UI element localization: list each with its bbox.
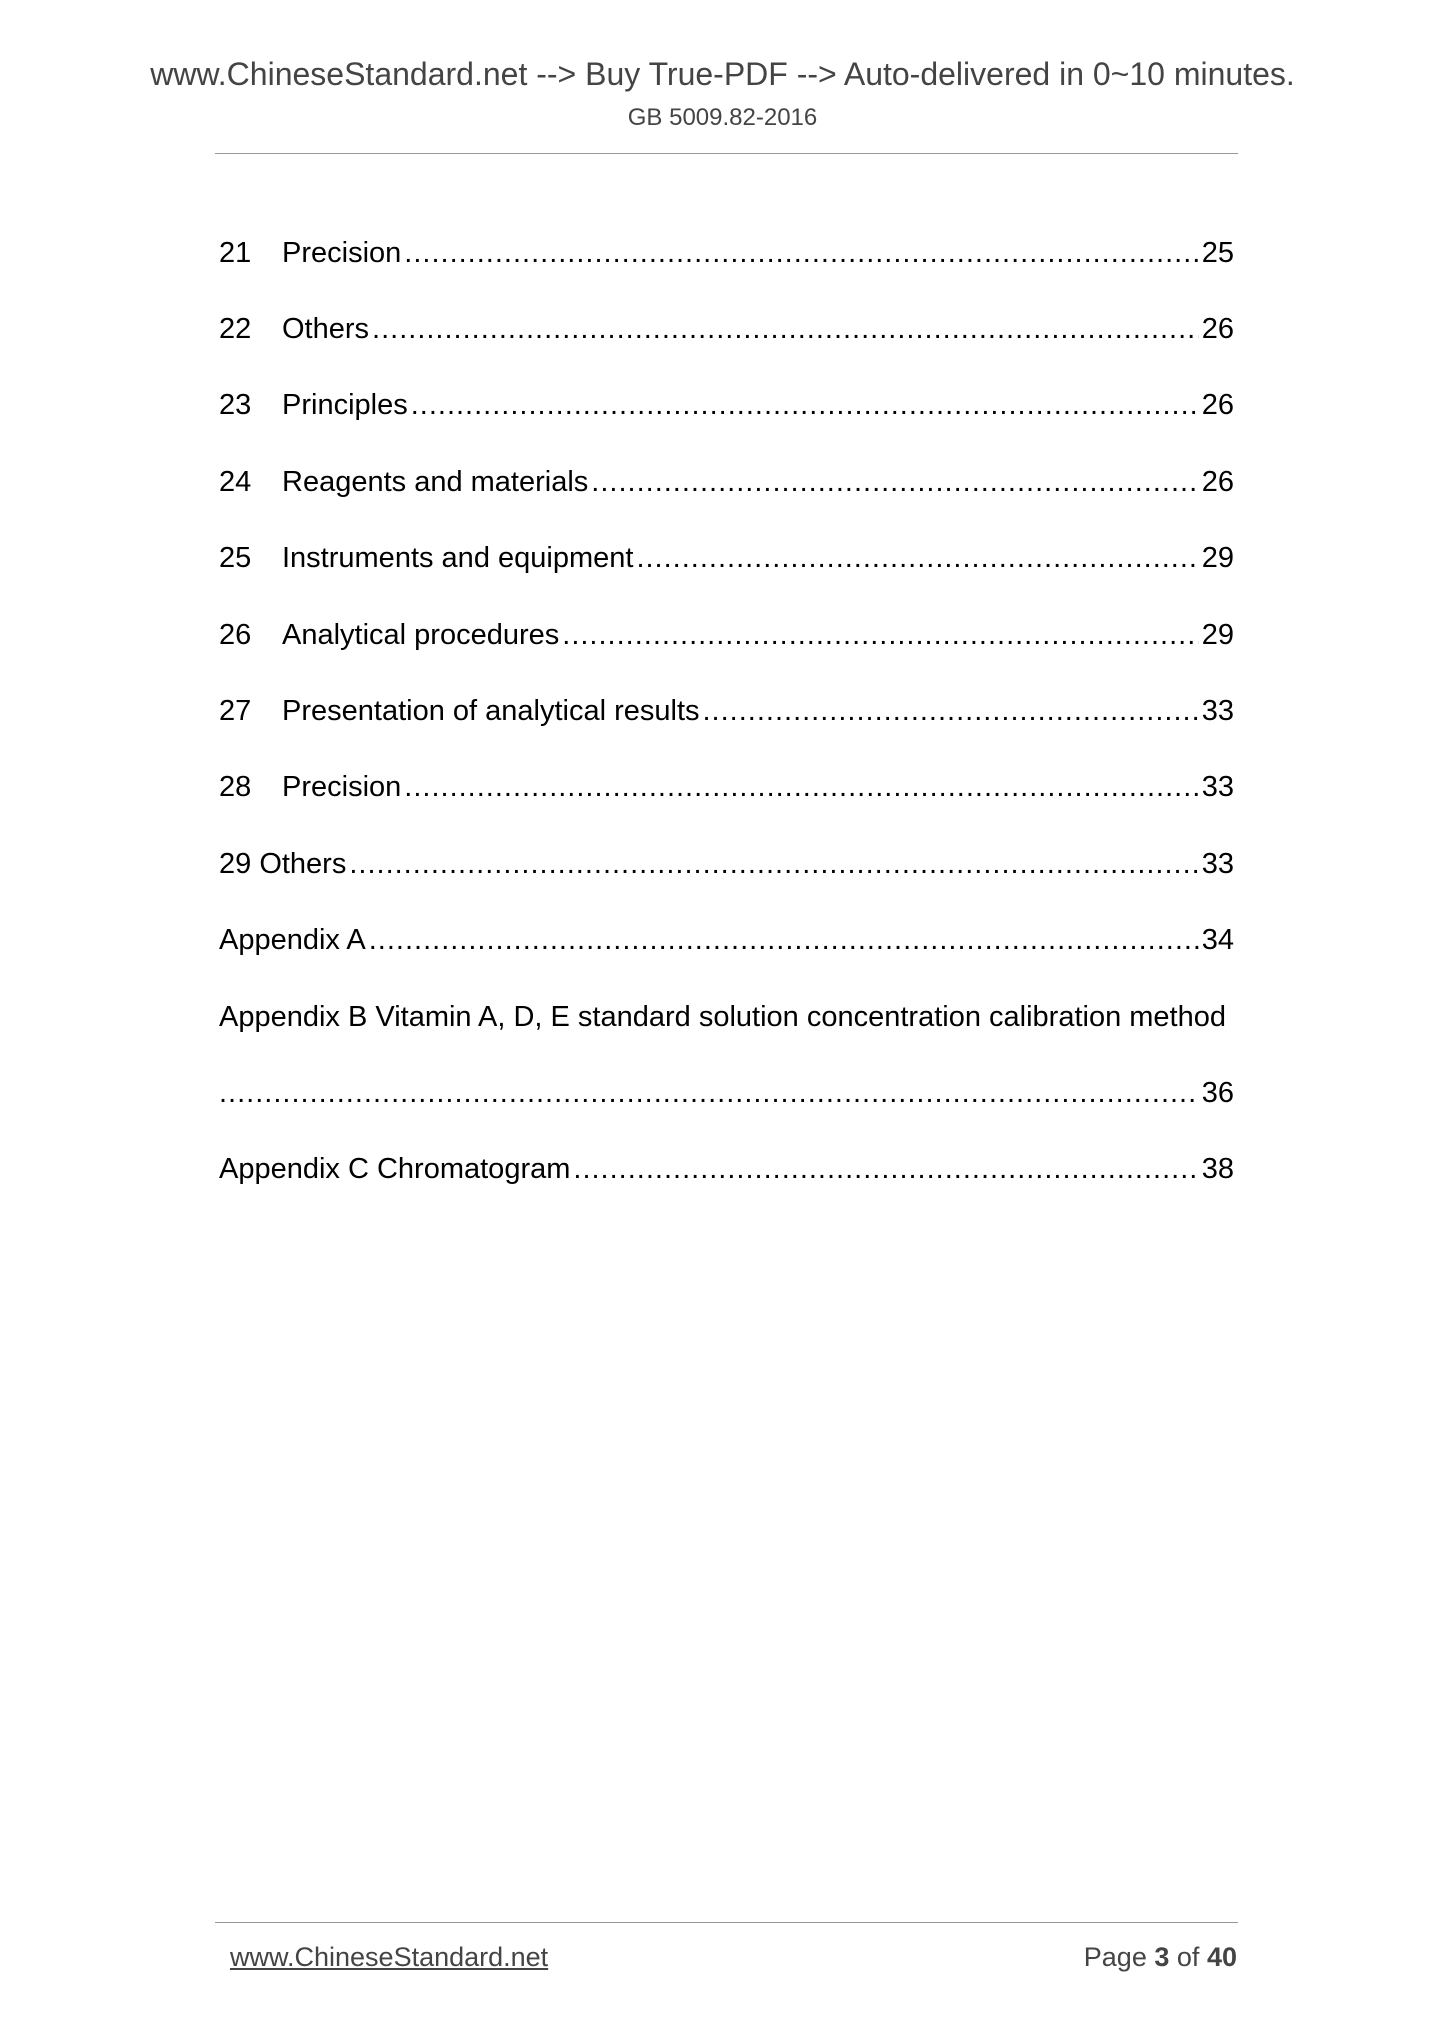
toc-entry-page: 38 [1201,1153,1234,1186]
toc-entry-page: 33 [1201,771,1234,804]
header-divider [215,153,1238,154]
toc-leader-dots [404,771,1198,804]
toc-entry-23[interactable] [219,368,1234,444]
toc-entry-24[interactable] [219,444,1234,520]
toc-entry-page: 26 [1201,389,1234,422]
toc-entry-page: 26 [1201,465,1234,498]
toc-entry-title: Appendix B Vitamin A, D, E standard solution concentration calibration method [219,1000,1226,1033]
toc-entry-page: 33 [1201,847,1234,880]
page-current: 3 [1154,1942,1170,1972]
toc-entry-title: Presentation of analytical results [282,695,700,728]
toc-entry-title: Reagents and materials [282,465,589,498]
toc-entry-25[interactable] [219,521,1234,597]
toc-leader-dots [349,848,1198,881]
toc-entry-page: 33 [1201,695,1234,728]
toc-entry-title: Principles [282,389,408,422]
toc-entry-29[interactable] [219,826,1234,902]
toc-entry-title: Appendix C Chromatogram [219,1153,571,1186]
toc-entry-title: Instruments and equipment [282,542,634,575]
toc-entry-title: Precision [282,236,402,269]
toc-entry-page: 25 [1201,236,1234,269]
toc-entry-number: 25 [219,542,252,575]
toc-entry-appendix-c[interactable] [219,1132,1234,1208]
footer-divider [215,1922,1238,1923]
toc-entry-number: 23 [219,389,252,422]
footer-site-link[interactable]: www.ChineseStandard.net [230,1942,549,1972]
toc-entry-page: 34 [1201,924,1234,957]
toc-entry-number: 24 [219,465,252,498]
table-of-contents [219,215,1234,1208]
toc-entry-page: 36 [1201,1076,1234,1109]
toc-entry-title: Appendix A [219,924,366,957]
toc-entry-appendix-b-page[interactable] [219,1055,1234,1131]
toc-leader-dots [411,389,1199,422]
toc-entry-title: 29 Others [219,847,347,880]
standard-code: GB 5009.82-2016 [627,104,818,131]
toc-entry-title: Precision [282,771,402,804]
toc-entry-number: 28 [219,771,252,804]
page-total: 40 [1206,1942,1237,1972]
toc-entry-22[interactable] [219,291,1234,367]
toc-entry-page: 29 [1201,618,1234,651]
toc-entry-number: 27 [219,695,252,728]
toc-entry-title: Others [282,313,370,346]
header-banner: www.ChineseStandard.net --> Buy True-PDF --> Auto-delivered in 0~10 minutes. [150,56,1295,92]
toc-leader-dots [369,924,1199,957]
toc-leader-dots [591,466,1198,499]
toc-leader-dots [219,1077,1199,1110]
toc-leader-dots [404,237,1198,270]
toc-entry-number: 22 [219,313,252,346]
page-indicator [1084,1942,1237,1973]
toc-leader-dots [636,542,1198,575]
toc-entry-number: 21 [219,236,252,269]
toc-leader-dots [372,313,1199,346]
toc-entry-appendix-a[interactable] [219,903,1234,979]
toc-entry-27[interactable] [219,673,1234,749]
page-of: of [1176,1942,1200,1972]
toc-entry-appendix-b[interactable] [219,979,1234,1055]
toc-entry-number: 26 [219,618,252,651]
toc-entry-page: 26 [1201,313,1234,346]
toc-entry-page: 29 [1201,542,1234,575]
toc-leader-dots [573,1153,1198,1186]
toc-entry-21[interactable] [219,215,1234,291]
page-prefix: Page [1083,1942,1147,1972]
toc-leader-dots [562,619,1198,652]
toc-leader-dots [703,695,1199,728]
toc-entry-title: Analytical procedures [282,618,560,651]
toc-entry-26[interactable] [219,597,1234,673]
toc-entry-28[interactable] [219,750,1234,826]
